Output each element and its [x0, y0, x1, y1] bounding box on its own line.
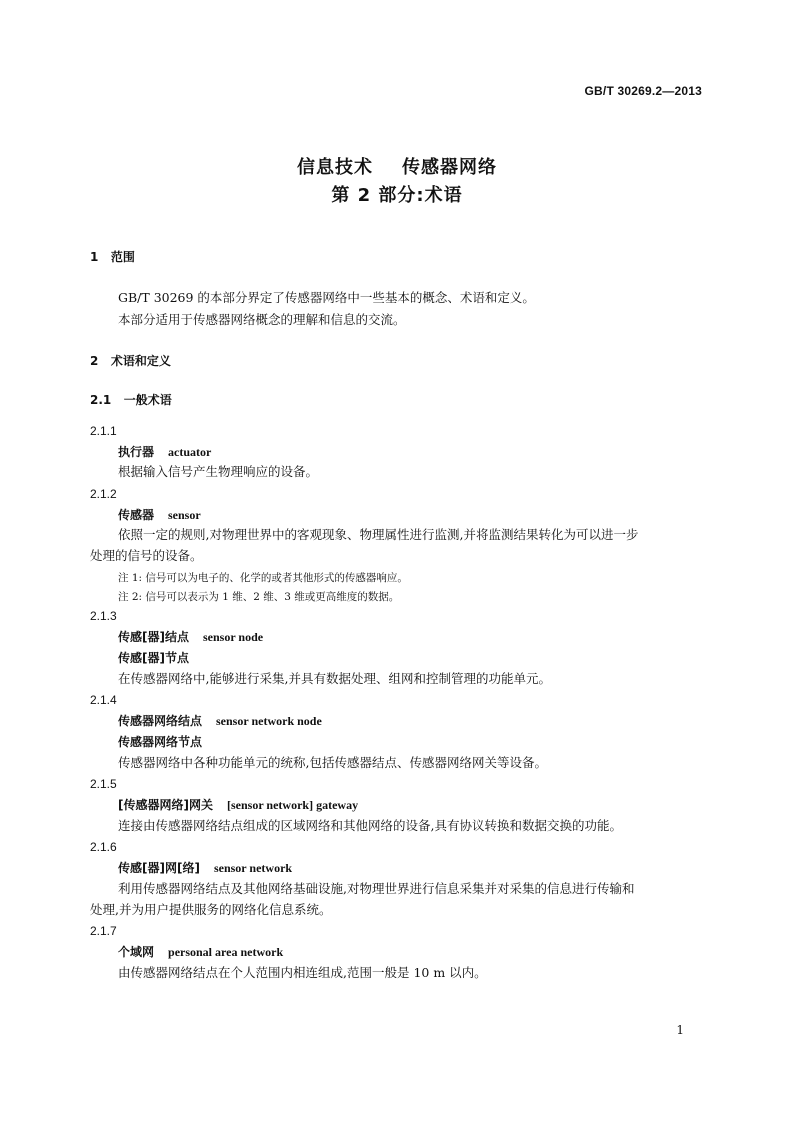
- term-zh: [传感器网络]网关: [118, 798, 213, 812]
- term-number: 2.1.3: [90, 609, 117, 623]
- term-definition: 传感器网络中各种功能单元的统称,包括传感器结点、传感器网络网关等设备。: [118, 755, 547, 770]
- section-heading-scope: 1 范围: [90, 250, 135, 264]
- page-number: 1: [676, 1023, 684, 1037]
- term-note-2: 注 2: 信号可以表示为 1 维、2 维、3 维或更高维度的数据。: [118, 591, 400, 603]
- document-title-line1: 信息技术 传感器网络: [296, 157, 498, 178]
- term-definition: 依照一定的规则,对物理世界中的客观现象、物理属性进行监测,并将监测结果转化为可以进一步: [118, 527, 639, 542]
- term-en: sensor: [168, 508, 201, 522]
- term-en: actuator: [168, 445, 212, 459]
- term-en: sensor node: [202, 630, 264, 644]
- term-title: [118, 443, 211, 461]
- term-en: sensor network: [213, 861, 293, 875]
- term-title: [118, 506, 201, 524]
- term-note-1: 注 1: 信号可以为电子的、化学的或者其他形式的传感器响应。: [118, 572, 408, 584]
- term-en: sensor network node: [216, 714, 322, 728]
- term-title: [118, 796, 358, 814]
- term-definition: 根据输入信号产生物理响应的设备。: [118, 464, 319, 479]
- term-number: 2.1.5: [90, 777, 117, 791]
- term-zh: 传感器: [118, 508, 155, 522]
- standard-code: GB/T 30269.2—2013: [584, 84, 702, 98]
- term-alternate: 传感器网络节点: [118, 735, 203, 749]
- term-en: [sensor network] gateway: [226, 798, 359, 812]
- term-definition: 连接由传感器网络结点组成的区域网络和其他网络的设备,具有协议转换和数据交换的功能。: [118, 818, 622, 833]
- term-title: [118, 628, 263, 646]
- scope-paragraph-2: 本部分适用于传感器网络概念的理解和信息的交流。: [118, 312, 406, 327]
- term-number: 2.1.4: [90, 693, 117, 707]
- term-number: 2.1.2: [90, 487, 117, 501]
- section-heading-terms: 2 术语和定义: [90, 354, 171, 368]
- term-definition-continued: 处理的信号的设备。: [90, 548, 203, 563]
- term-zh: 传感[器]网[络]: [118, 861, 200, 875]
- term-alternate: 传感[器]节点: [118, 651, 189, 665]
- term-definition: 利用传感器网络结点及其他网络基础设施,对物理世界进行信息采集并对采集的信息进行传输和: [118, 881, 635, 896]
- term-number: 2.1.1: [90, 424, 117, 438]
- term-definition: 在传感器网络中,能够进行采集,并具有数据处理、组网和控制管理的功能单元。: [118, 671, 551, 686]
- document-title-line2: 第 2 部分:术语: [331, 185, 463, 206]
- term-zh: 传感器网络结点: [118, 714, 203, 728]
- subsection-heading-general: 2.1 一般术语: [90, 393, 172, 407]
- term-number: 2.1.6: [90, 840, 117, 854]
- term-definition: 由传感器网络结点在个人范围内相连组成,范围一般是 10 m 以内。: [118, 965, 487, 980]
- term-number: 2.1.7: [90, 924, 117, 938]
- term-title: [118, 943, 283, 961]
- term-zh: 执行器: [118, 445, 155, 459]
- term-en: personal area network: [168, 945, 284, 959]
- scope-paragraph-1: GB/T 30269 的本部分界定了传感器网络中一些基本的概念、术语和定义。: [118, 290, 535, 305]
- term-definition-continued: 处理,并为用户提供服务的网络化信息系统。: [90, 902, 332, 917]
- term-title: [118, 859, 292, 877]
- term-title: [118, 712, 322, 730]
- term-zh: 个域网: [118, 945, 155, 959]
- term-zh: 传感[器]结点: [118, 630, 189, 644]
